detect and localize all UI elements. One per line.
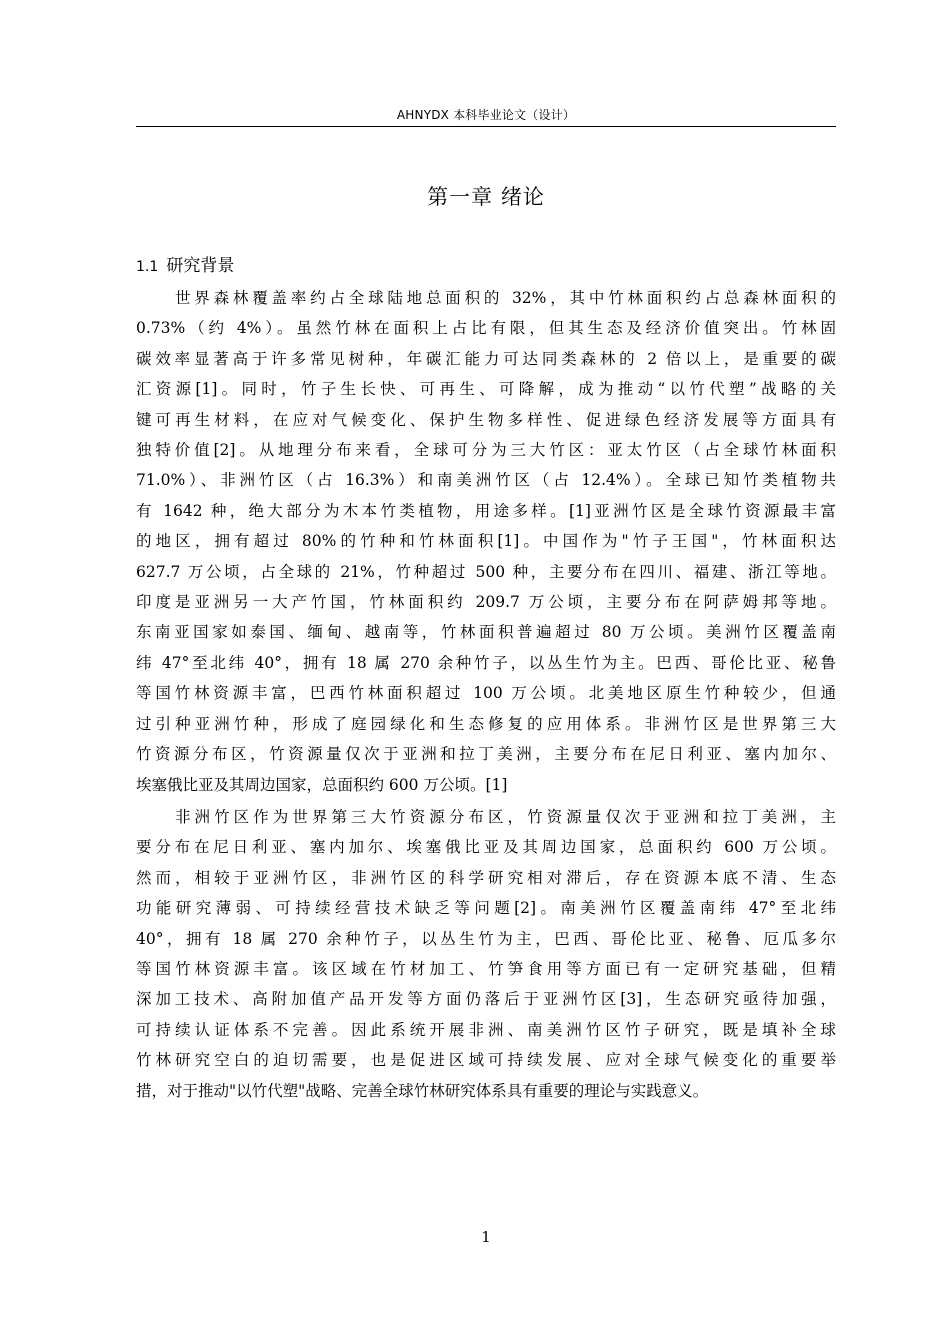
text-line: 可持续认证体系不完善。因此系统开展非洲、南美洲竹区竹子研究，既是填补全球 — [136, 1020, 836, 1039]
text-line: 627.7 万公顷，占全球的 21%，竹种超过 500 种，主要分布在四川、福建、浙江等地。 — [136, 562, 836, 581]
text-line: 过引种亚洲竹种，形成了庭园绿化和生态修复的应用体系。非洲竹区是世界第三大 — [136, 714, 836, 733]
text-line: 东南亚国家如泰国、缅甸、越南等，竹林面积普遍超过 80 万公顷。美洲竹区覆盖南 — [136, 623, 836, 642]
text-line: 碳效率显著高于许多常见树种，年碳汇能力可达同类森林的 2 倍以上，是重要的碳 — [136, 349, 836, 368]
text-line: 非洲竹区作为世界第三大竹资源分布区，竹资源量仅次于亚洲和拉丁美洲，主 — [175, 807, 836, 826]
text-line: 汇资源[1]。同时，竹子生长快、可再生、可降解，成为推动“以竹代塑”战略的关 — [136, 380, 836, 399]
text-line: 功能研究薄弱、可持续经营技术缺乏等问题[2]。南美洲竹区覆盖南纬 47°至北纬 — [136, 899, 836, 918]
text-line: 键可再生材料，在应对气候变化、保护生物多样性、促进绿色经济发展等方面具有 — [136, 410, 836, 429]
text-line: 71.0%）、非洲竹区（占 16.3%）和南美洲竹区（占 12.4%）。全球已知竹类植物共 — [136, 471, 836, 490]
text-line: 的地区，拥有超过 80%的竹种和竹林面积[1]。中国作为"竹子王国"，竹林面积达 — [136, 532, 836, 551]
text-line: 纬 47°至北纬 40°，拥有 18 属 270 余种竹子，以丛生竹为主。巴西、哥伦比亚、秘鲁 — [136, 653, 836, 672]
text-line: 措，对于推动"以竹代塑"战略、完善全球竹林研究体系具有重要的理论与实践意义。 — [136, 1081, 709, 1100]
header-rule — [136, 126, 836, 127]
text-line: 有 1642 种，绝大部分为木本竹类植物，用途多样。[1]亚洲竹区是全球竹资源最丰富 — [136, 501, 836, 520]
section-heading — [136, 253, 836, 280]
text-line: 竹林研究空白的迫切需要，也是促进区域可持续发展、应对全球气候变化的重要举 — [136, 1051, 836, 1070]
text-line: 世界森林覆盖率约占全球陆地总面积的 32%，其中竹林面积约占总森林面积的 — [175, 289, 836, 307]
section-number: 1.1 — [136, 259, 159, 275]
body-text — [136, 283, 836, 1106]
text-line: 印度是亚洲另一大产竹国，竹林面积约 209.7 万公顷，主要分布在阿萨姆邦等地。 — [136, 593, 836, 612]
text-line: 竹资源分布区，竹资源量仅次于亚洲和拉丁美洲，主要分布在尼日利亚、塞内加尔、 — [136, 745, 836, 764]
text-line: 独特价值[2]。从地理分布来看，全球可分为三大竹区：亚太竹区（占全球竹林面积 — [136, 441, 836, 460]
text-line: 40°，拥有 18 属 270 余种竹子，以丛生竹为主，巴西、哥伦比亚、秘鲁、厄瓜多尔 — [136, 929, 836, 948]
text-line: 然而，相较于亚洲竹区，非洲竹区的科学研究相对滞后，存在资源本底不清、生态 — [136, 868, 836, 887]
text-line: 埃塞俄比亚及其周边国家，总面积约 600 万公顷。[1] — [136, 775, 508, 794]
paragraph-2 — [136, 802, 836, 1106]
text-line: 深加工技术、高附加值产品开发等方面仍落后于亚洲竹区[3]，生态研究亟待加强， — [136, 990, 836, 1009]
text-line: 等国竹林资源丰富，巴西竹林面积超过 100 万公顷。北美地区原生竹种较少，但通 — [136, 684, 836, 703]
paragraph-1 — [136, 283, 836, 800]
text-line: 要分布在尼日利亚、塞内加尔、埃塞俄比亚及其周边国家，总面积约 600 万公顷。 — [136, 838, 836, 857]
text-line: 0.73%（约 4%）。虽然竹林在面积上占比有限，但其生态及经济价值突出。竹林固 — [136, 319, 836, 338]
section-title: 研究背景 — [166, 256, 235, 276]
page-number: 1 — [481, 1228, 491, 1246]
running-header: AHNYDX 本科毕业论文（设计） — [396, 108, 576, 122]
text-line: 等国竹林资源丰富。该区域在竹材加工、竹笋食用等方面已有一定研究基础，但精 — [136, 959, 836, 978]
chapter-title: 第一章 绪论 — [427, 185, 545, 209]
